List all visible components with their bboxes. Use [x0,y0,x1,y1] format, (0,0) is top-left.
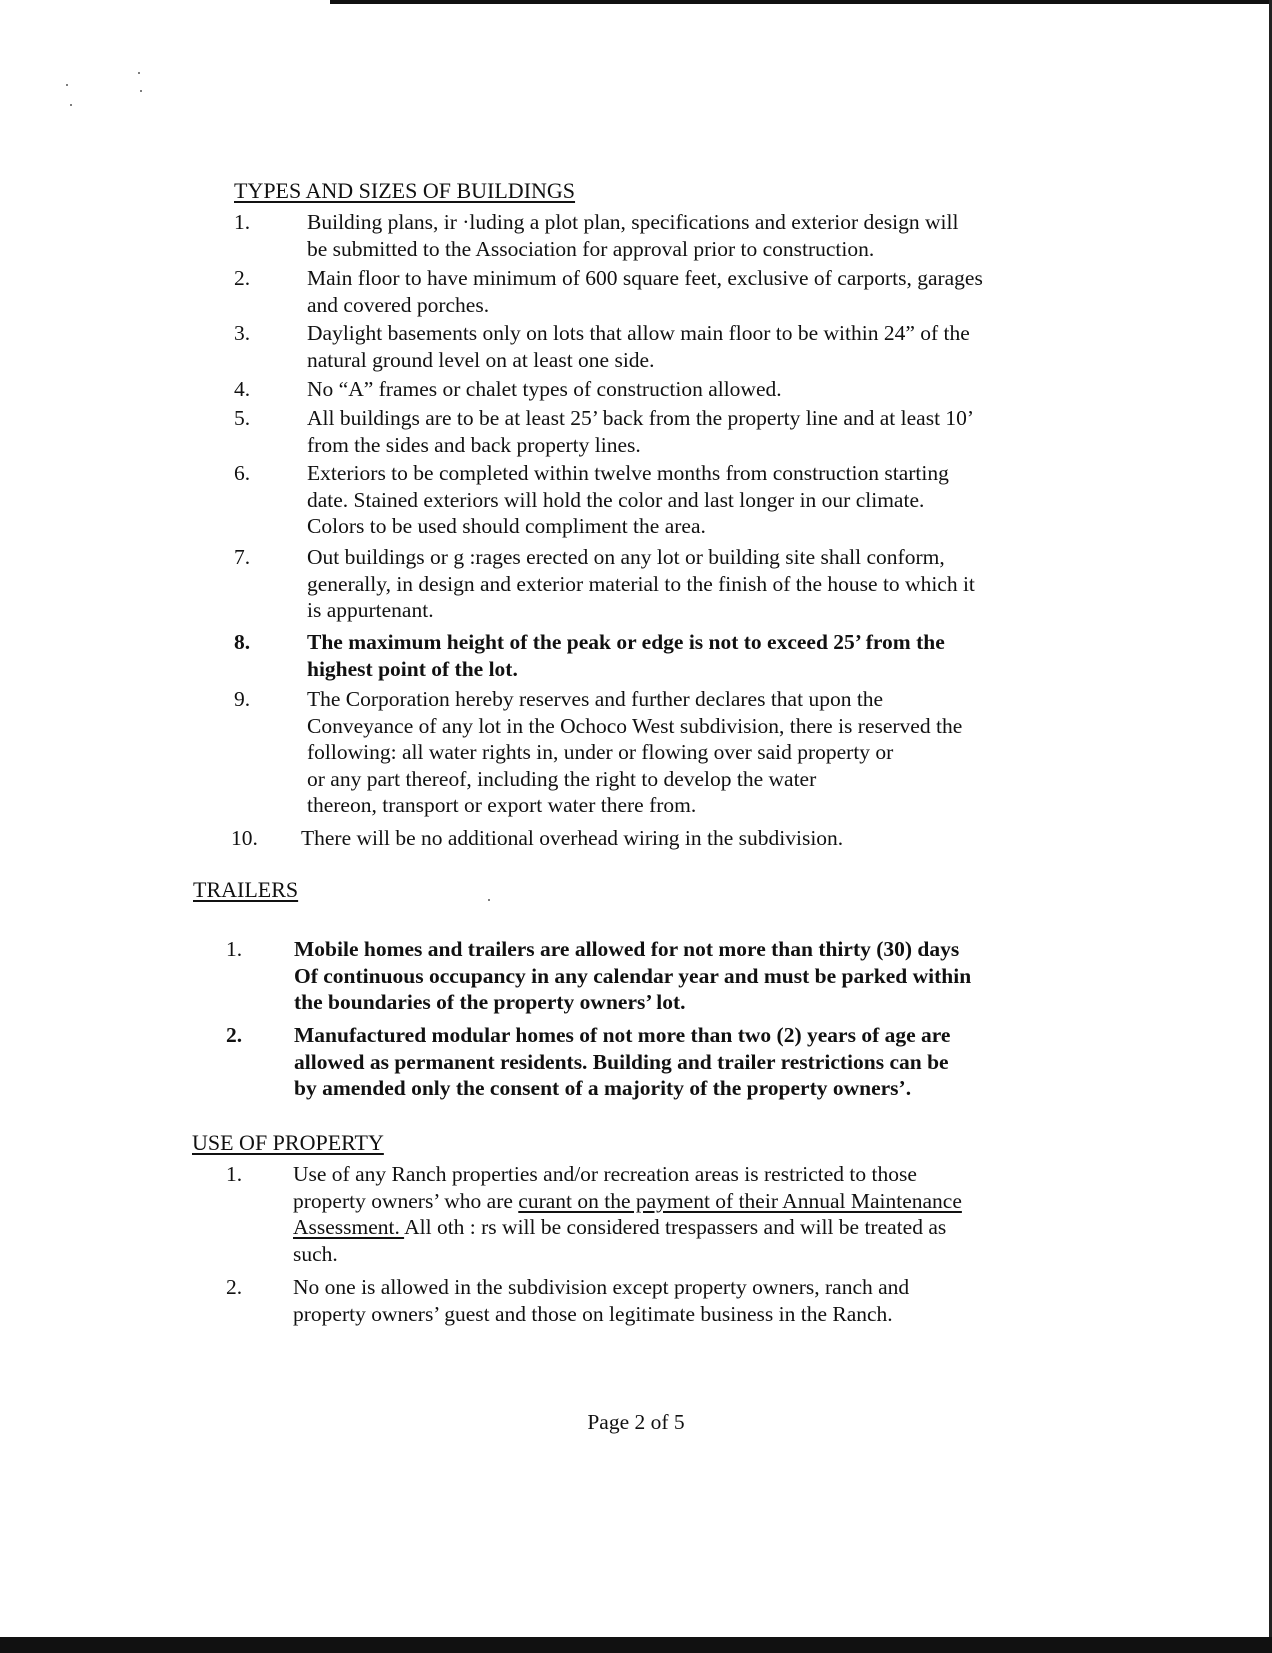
section-heading-trailers: TRAILERS [193,877,299,902]
item-text-line: Main floor to have minimum of 600 square feet, exclusive of carports, garages [307,266,983,290]
item-number: 9. [234,687,251,711]
item-text-line: Exteriors to be completed within twelve months from construction starting [307,461,949,485]
item-text-line: be submitted to the Association for approval prior to construction. [307,236,875,261]
item-text-line: property owners’ guest and those on legitimate business in the Ranch. [293,1301,893,1326]
item-text-line: thereon, transport or export water there from. [307,793,697,817]
item-text-line: is appurtenant. [307,598,434,622]
item-text-line: highest point of the lot. [307,656,518,681]
item-text-line: The Corporation hereby reserves and further declares that upon the [307,687,884,711]
item-text-line: Use of any Ranch properties and/or recreation areas is restricted to those [293,1162,917,1186]
item-text-line-2 [293,1188,962,1215]
item-text-line: generally, in design and exterior material to the finish of the house to which it [307,571,975,596]
item-text-line: Mobile homes and trailers are allowed for not more than thirty (30) days [294,937,960,961]
item-number: 2. [234,266,251,290]
item-number: 2. [226,1275,243,1299]
item-text-line: No “A” frames or chalet types of construction allowed. [307,377,782,401]
item-text-line: Of continuous occupancy in any calendar year and must be parked within [294,963,972,988]
item-number: 5. [234,406,251,430]
item-text-line: All buildings are to be at least 25’ back from the property line and at least 10’ [307,406,975,430]
item-number: 4. [234,377,251,401]
item-number: 6. [234,461,251,485]
item-text-line: such. [293,1241,338,1266]
item-text-line: The maximum height of the peak or edge is not to exceed 25’ from the [307,630,945,654]
item-number: 2. [226,1023,243,1047]
item-number: 1. [226,937,243,961]
item-number: 7. [234,545,251,569]
item-text-line: allowed as permanent residents. Building and trailer restrictions can be [294,1049,949,1074]
item-text-line: from the sides and back property lines. [307,432,641,457]
item-text-line: Colors to be used should compliment the area. [307,514,706,538]
item-text-line: natural ground level on at least one side. [307,347,655,372]
item-text-plain: property owners’ who are [293,1188,519,1213]
item-text-line: or any part thereof, including the right to develop the water [307,766,817,791]
item-text-line: No one is allowed in the subdivision except property owners, ranch and [293,1275,910,1299]
page-number: Page 2 of 5 [587,1410,685,1434]
item-text-line: Building plans, ir ·luding a plot plan, specifications and exterior design will [307,210,959,234]
item-text-line: Daylight basements only on lots that allow main floor to be within 24” of the [307,321,970,345]
item-text-line-3 [293,1214,962,1241]
item-text-line: Out buildings or g :rages erected on any lot or building site shall conform, [307,545,945,569]
item-text-plain: All oth : rs will be considered trespassers and will be treated as [404,1215,947,1239]
item-number: 1. [226,1162,243,1186]
item-number: 1. [234,210,251,234]
item-text-line: following: all water rights in, under or flowing over said property or [307,740,894,764]
item-number: 8. [234,630,251,654]
item-number: 10. [231,826,258,850]
item-text-line: date. Stained exteriors will hold the color and last longer in our climate. [307,487,925,512]
item-text-underlined: Assessment. [293,1215,405,1239]
item-text-line: by amended only the consent of a majority of the property owners’. [294,1076,912,1100]
section-heading-buildings: TYPES AND SIZES OF BUILDINGS [234,178,576,203]
item-text-underlined: curant on the payment of their Annual Maintenance [518,1188,962,1213]
item-text-line: Manufactured modular homes of not more than two (2) years of age are [294,1023,951,1047]
item-text-line: There will be no additional overhead wiring in the subdivision. [301,826,844,850]
item-text-line: Conveyance of any lot in the Ochoco West subdivision, there is reserved the [307,713,963,738]
item-text-line: and covered porches. [307,292,490,317]
item-text-line: the boundaries of the property owners’ lot. [294,990,686,1014]
section-heading-property: USE OF PROPERTY [192,1130,384,1155]
item-number: 3. [234,321,251,345]
